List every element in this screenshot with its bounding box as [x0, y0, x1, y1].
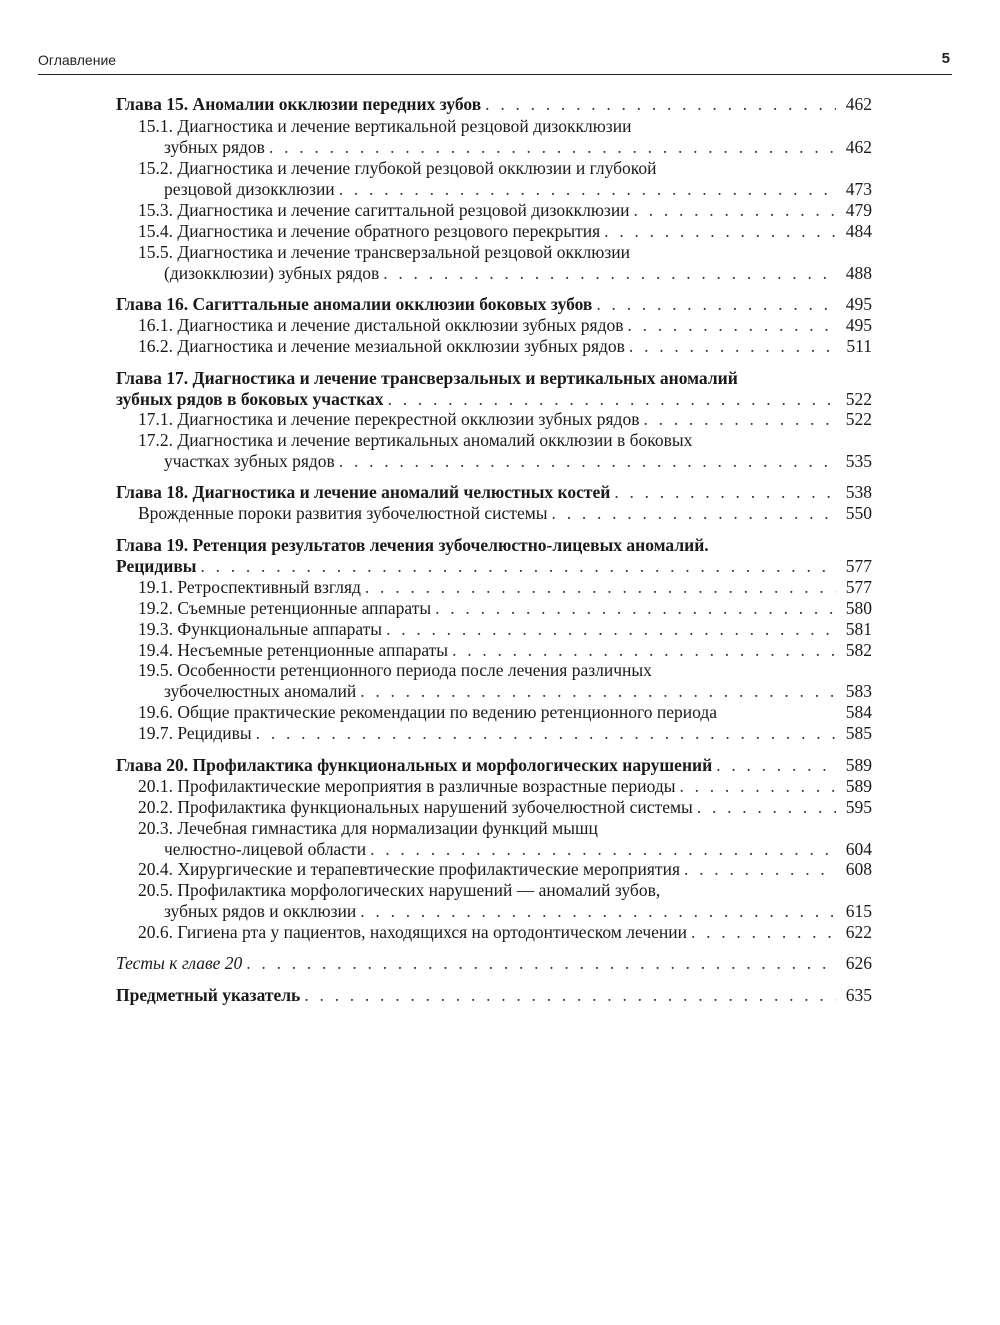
dot-leader: [552, 503, 836, 524]
toc-entry: [164, 263, 872, 284]
toc-entry: [116, 294, 872, 315]
toc-entry: [138, 116, 872, 137]
toc-entry-title: Глава 18. Диагностика и лечение аномалий челюстных костей: [116, 482, 611, 502]
toc-entry: [116, 482, 872, 503]
toc-entry-title: Глава 20. Профилактика функциональных и морфологических нарушений: [116, 755, 713, 775]
toc-entry-page: 522: [845, 409, 872, 429]
dot-leader: [200, 556, 836, 577]
toc-entry: [116, 389, 872, 410]
toc-entry-title: зубных рядов в боковых участках: [116, 389, 384, 409]
toc-entry: [116, 953, 872, 974]
toc-entry-title: 16.2. Диагностика и лечение мезиальной окклюзии зубных рядов: [138, 336, 625, 356]
dot-leader: [360, 681, 836, 702]
toc-entry-page: 615: [845, 901, 872, 921]
dot-leader: [246, 953, 836, 974]
dot-leader: [388, 389, 836, 410]
toc-entry: [164, 137, 872, 158]
toc-entry-title: Врожденные пороки развития зубочелюстной системы: [138, 503, 548, 523]
toc-entry-page: 622: [845, 922, 872, 942]
toc-entry-title: 16.1. Диагностика и лечение дистальной окклюзии зубных рядов: [138, 315, 624, 335]
dot-leader: [604, 221, 836, 242]
toc-entry-title: 20.1. Профилактические мероприятия в различные возрастные периоды: [138, 776, 676, 796]
toc-entry: [138, 776, 872, 797]
dot-leader: [716, 755, 836, 776]
dot-leader: [614, 482, 836, 503]
toc-entry: [116, 755, 872, 776]
toc-entry-page: 473: [845, 179, 872, 199]
dot-leader: [269, 137, 836, 158]
toc-entry-page: 484: [845, 221, 872, 241]
toc-entry-title: 15.1. Диагностика и лечение вертикальной резцовой дизокклюзии: [138, 116, 632, 136]
toc-entry: [164, 681, 872, 702]
toc-entry-title: зубных рядов и окклюзии: [164, 901, 357, 921]
toc-entry: [164, 451, 872, 472]
dot-leader: [684, 859, 836, 880]
toc-entry-page: 535: [845, 451, 872, 471]
toc-entry-page: 595: [845, 797, 872, 817]
toc-entry: [138, 723, 872, 744]
toc-entry-title: 20.5. Профилактика морфологических нарушений — аномалий зубов,: [138, 880, 661, 900]
toc-entry-page: 495: [845, 315, 872, 335]
toc-entry-title: 20.4. Хирургические и терапевтические профилактические мероприятия: [138, 859, 680, 879]
toc-entry-title: 20.3. Лечебная гимнастика для нормализации функций мышц: [138, 818, 598, 838]
toc-entry-page: 462: [845, 137, 872, 157]
dot-leader: [629, 336, 836, 357]
toc-entry-page: 583: [845, 681, 872, 701]
toc-entry: [138, 221, 872, 242]
toc-entry-title: 20.6. Гигиена рта у пациентов, находящихся на ортодонтическом лечении: [138, 922, 687, 942]
toc-entry-page: 550: [845, 503, 872, 523]
dot-leader: [256, 723, 836, 744]
dot-leader: [485, 94, 836, 115]
toc-entry-page: 488: [845, 263, 872, 283]
dot-leader: [643, 409, 836, 430]
toc-entry-title: 19.7. Рецидивы: [138, 723, 252, 743]
toc-entry-title: Глава 16. Сагиттальные аномалии окклюзии боковых зубов: [116, 294, 593, 314]
dot-leader: [386, 619, 836, 640]
toc-entry: [138, 577, 872, 598]
toc-entry: [164, 901, 872, 922]
toc-entry-title: 19.5. Особенности ретенционного периода после лечения различных: [138, 660, 652, 680]
toc-entry-page: 585: [845, 723, 872, 743]
toc-entry-title: 20.2. Профилактика функциональных нарушений зубочелюстной системы: [138, 797, 693, 817]
toc-entry-page: 635: [845, 985, 872, 1005]
toc-entry-title: 15.5. Диагностика и лечение трансверзальной резцовой окклюзии: [138, 242, 630, 262]
toc-entry: [138, 880, 872, 901]
toc-entry-title: резцовой дизокклюзии: [164, 179, 335, 199]
toc-entry: [116, 985, 872, 1006]
toc-entry: [138, 315, 872, 336]
toc-entry: [138, 200, 872, 221]
toc-entry-page: 462: [845, 94, 872, 114]
toc-entry-page: 604: [845, 839, 872, 859]
toc-entry: [138, 503, 872, 524]
toc-entry: [138, 158, 872, 179]
dot-leader: [365, 577, 836, 598]
toc-entry-title: Глава 17. Диагностика и лечение трансверзальных и вертикальных аномалий: [116, 368, 738, 388]
toc-entry-page: 495: [845, 294, 872, 314]
toc-entry: [138, 409, 872, 430]
toc-entry: [138, 922, 872, 943]
dot-leader: [634, 200, 836, 221]
toc-entry-title: Тесты к главе 20: [116, 953, 243, 973]
toc-entry-page: 538: [845, 482, 872, 502]
toc-entry-page: 511: [846, 336, 872, 356]
toc-entry: [164, 839, 872, 860]
toc-entry-page: 584: [845, 702, 872, 722]
toc-entry-title: 19.6. Общие практические рекомендации по ведению ретенционного периода: [138, 702, 718, 722]
dot-leader: [304, 985, 836, 1006]
toc-entry: [138, 430, 872, 451]
toc-entry-page: 580: [845, 598, 872, 618]
dot-leader: [435, 598, 836, 619]
toc-entry-title: зубочелюстных аномалий: [164, 681, 357, 701]
dot-leader: [596, 294, 836, 315]
dot-leader: [691, 922, 836, 943]
toc-entry-title: 17.1. Диагностика и лечение перекрестной окклюзии зубных рядов: [138, 409, 640, 429]
toc-entry-title: 15.4. Диагностика и лечение обратного резцового перекрытия: [138, 221, 601, 241]
toc-entry: [116, 368, 872, 389]
toc-entry-title: 19.3. Функциональные аппараты: [138, 619, 383, 639]
toc-entry-page: 589: [845, 755, 872, 775]
toc-entry: [138, 619, 872, 640]
toc-entry: [138, 797, 872, 818]
toc-entry-title: Предметный указатель: [116, 985, 301, 1005]
toc-entry-title: Рецидивы: [116, 556, 197, 576]
toc-entry: [116, 535, 872, 556]
dot-leader: [697, 797, 836, 818]
toc-entry: [116, 94, 872, 115]
toc-entry-page: 582: [845, 640, 872, 660]
toc-entry-title: 19.1. Ретроспективный взгляд: [138, 577, 361, 597]
dot-leader: [370, 839, 836, 860]
dot-leader: [339, 451, 836, 472]
toc-entry-page: 522: [845, 389, 872, 409]
dot-leader: [339, 179, 836, 200]
toc-entry-title: 15.2. Диагностика и лечение глубокой резцовой окклюзии и глубокой: [138, 158, 657, 178]
dot-leader: [627, 315, 836, 336]
dot-leader: [452, 640, 836, 661]
toc-entry-page: 577: [845, 577, 872, 597]
toc-entry-page: 589: [845, 776, 872, 796]
header-title: Оглавление: [38, 52, 117, 68]
toc-entry-title: (дизокклюзии) зубных рядов: [164, 263, 380, 283]
toc-entry-title: участках зубных рядов: [164, 451, 335, 471]
toc-entry-page: 479: [845, 200, 872, 220]
toc-entry-title: Глава 19. Ретенция результатов лечения зубочелюстно-лицевых аномалий.: [116, 535, 709, 555]
toc-entry: [138, 336, 872, 357]
toc-entry-title: 19.2. Съемные ретенционные аппараты: [138, 598, 432, 618]
toc-entry-title: 15.3. Диагностика и лечение сагиттальной резцовой дизокклюзии: [138, 200, 630, 220]
toc-entry-page: 626: [845, 953, 872, 973]
toc-entry: [138, 242, 872, 263]
toc-entry-page: 608: [845, 859, 872, 879]
toc-entry: [138, 598, 872, 619]
dot-leader: [679, 776, 836, 797]
toc-entry: [138, 818, 872, 839]
toc-entry: [138, 702, 872, 723]
toc-entry: [116, 556, 872, 577]
header-page-number: 5: [941, 50, 950, 67]
toc-entry: [138, 859, 872, 880]
dot-leader: [383, 263, 836, 284]
toc-entry-title: Глава 15. Аномалии окклюзии передних зубов: [116, 94, 482, 114]
toc-entry-title: зубных рядов: [164, 137, 265, 157]
toc-entry-title: челюстно-лицевой области: [164, 839, 367, 859]
toc-entry: [138, 660, 872, 681]
toc-entry-title: 17.2. Диагностика и лечение вертикальных аномалий окклюзии в боковых: [138, 430, 693, 450]
toc-entry-page: 581: [845, 619, 872, 639]
toc-entry-page: 577: [845, 556, 872, 576]
toc-entry-title: 19.4. Несъемные ретенционные аппараты: [138, 640, 449, 660]
toc-entry: [138, 640, 872, 661]
dot-leader: [360, 901, 836, 922]
toc-entry: [164, 179, 872, 200]
